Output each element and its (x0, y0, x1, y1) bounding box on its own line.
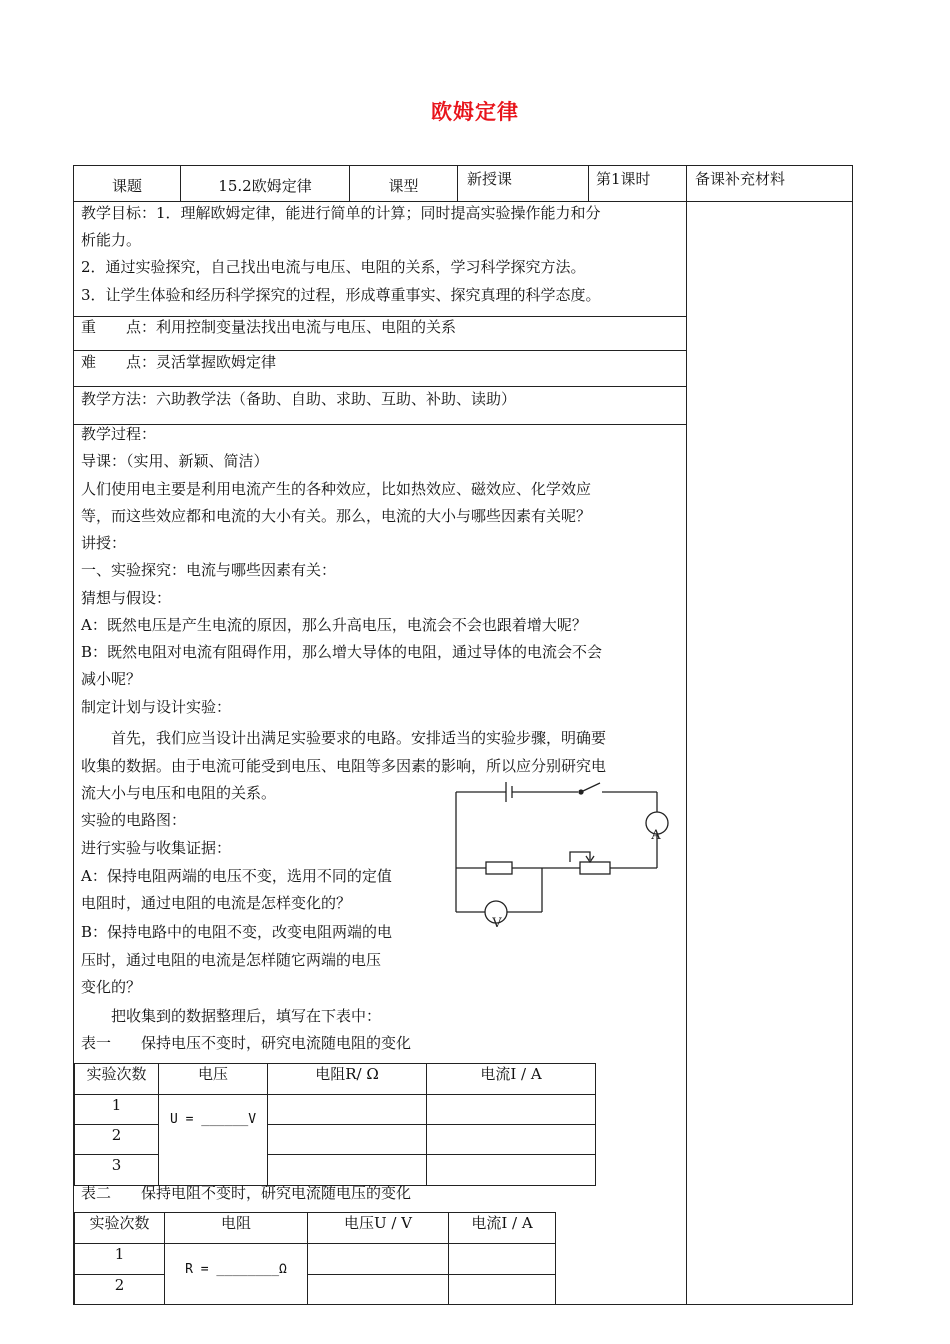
table2-caption: 表二 保持电阻不变时，研究电流随电压的变化 (81, 1184, 412, 1202)
teaching-method: 教学方法：六助教学法（备助、自助、求助、互助、补助、读助） (81, 390, 517, 408)
difficulty: 难 点：灵活掌握欧姆定律 (81, 353, 277, 371)
supplement-header: 备课补充材料 (695, 170, 786, 188)
process-line: A：保持电阻两端的电压不变，选用不同的定值 (81, 867, 392, 885)
process-line: B：既然电阻对电流有阻碍作用，那么增大导体的电阻，通过导体的电流会不会 (81, 643, 603, 661)
process-line: 减小呢？ (81, 670, 142, 688)
process-line: 人们使用电主要是利用电流产生的各种效应，比如热效应、磁效应、化学效应 (81, 480, 592, 498)
table1-header: 实验次数 (86, 1065, 147, 1083)
circuit-diagram (440, 770, 680, 940)
key-point: 重 点：利用控制变量法找出电流与电压、电阻的关系 (81, 318, 457, 336)
process-line: 首先，我们应当设计出满足实验要求的电路。安排适当的实验步骤，明确要 (81, 729, 607, 747)
period: 第1课时 (596, 170, 651, 188)
rheostat-icon (580, 862, 610, 874)
ammeter-label: A (651, 828, 661, 843)
table1-header: 电流I / A (480, 1065, 542, 1083)
process-line: 电阻时，通过电阻的电流是怎样变化的？ (81, 894, 352, 912)
process-line: 压时，通过电阻的电流是怎样随它两端的电压 (81, 951, 382, 969)
table2-row-number: 2 (114, 1276, 125, 1294)
subject-value: 15.2欧姆定律 (218, 177, 312, 195)
table1-caption: 表一 保持电压不变时，研究电流随电阻的变化 (81, 1034, 412, 1052)
process-line: 猜想与假设： (81, 589, 172, 607)
switch-icon (583, 783, 600, 791)
objective-line: 2．通过实验探究，自己找出电流与电压、电阻的关系，学习科学探究方法。 (81, 258, 586, 276)
type-label: 课型 (388, 177, 419, 195)
table2-header: 电流I / A (471, 1214, 533, 1232)
table2-header: 实验次数 (89, 1214, 150, 1232)
table2-row-number: 1 (114, 1245, 125, 1263)
objective-line: 析能力。 (81, 231, 142, 249)
process-line: 流大小与电压和电阻的关系。 (81, 784, 277, 802)
table1-row-number: 1 (111, 1096, 122, 1114)
objective-line: 3．让学生体验和经历科学探究的过程，形成尊重事实、探究真理的科学态度。 (81, 286, 601, 304)
process-line: B：保持电路中的电阻不变，改变电阻两端的电 (81, 923, 393, 941)
process-line: 进行实验与收集证据： (81, 839, 232, 857)
table1-row-number: 2 (111, 1126, 122, 1144)
process-line: 变化的？ (81, 978, 142, 996)
process-line: 制定计划与设计实验： (81, 698, 232, 716)
table1-header: 电阻R/ Ω (315, 1065, 379, 1083)
process-line: 收集的数据。由于电流可能受到电压、电阻等多因素的影响，所以应分别研究电 (81, 757, 607, 775)
process-line: A：既然电压是产生电流的原因，那么升高电压，电流会不会也跟着增大呢？ (81, 616, 587, 634)
type-value: 新授课 (467, 170, 513, 188)
process-line: 讲授： (81, 534, 127, 552)
process-line: 等，而这些效应都和电流的大小有关。那么，电流的大小与哪些因素有关呢？ (81, 507, 592, 525)
table1-header: 电压 (197, 1065, 228, 1083)
table1-voltage-value: U = ______V (169, 1112, 257, 1127)
resistor-icon (486, 862, 512, 874)
table1-row-number: 3 (111, 1156, 122, 1174)
objective-line: 教学目标：1．理解欧姆定律，能进行简单的计算；同时提高实验操作能力和分 (81, 204, 601, 222)
table2-resistance-value: R = ________Ω (185, 1262, 287, 1277)
process-line: 把收集到的数据整理后，填写在下表中： (81, 1007, 382, 1025)
subject-label: 课题 (111, 177, 142, 195)
process-line: 实验的电路图： (81, 811, 187, 829)
process-line: 导课：（实用、新颖、简洁） (81, 452, 269, 470)
table2-header: 电阻 (220, 1214, 251, 1232)
process-line: 一、实验探究：电流与哪些因素有关： (81, 561, 337, 579)
process-line: 教学过程： (81, 425, 157, 443)
voltmeter-label: V (492, 916, 502, 931)
document-title: 欧姆定律 (431, 99, 519, 124)
table2-header: 电压U / V (343, 1214, 413, 1232)
